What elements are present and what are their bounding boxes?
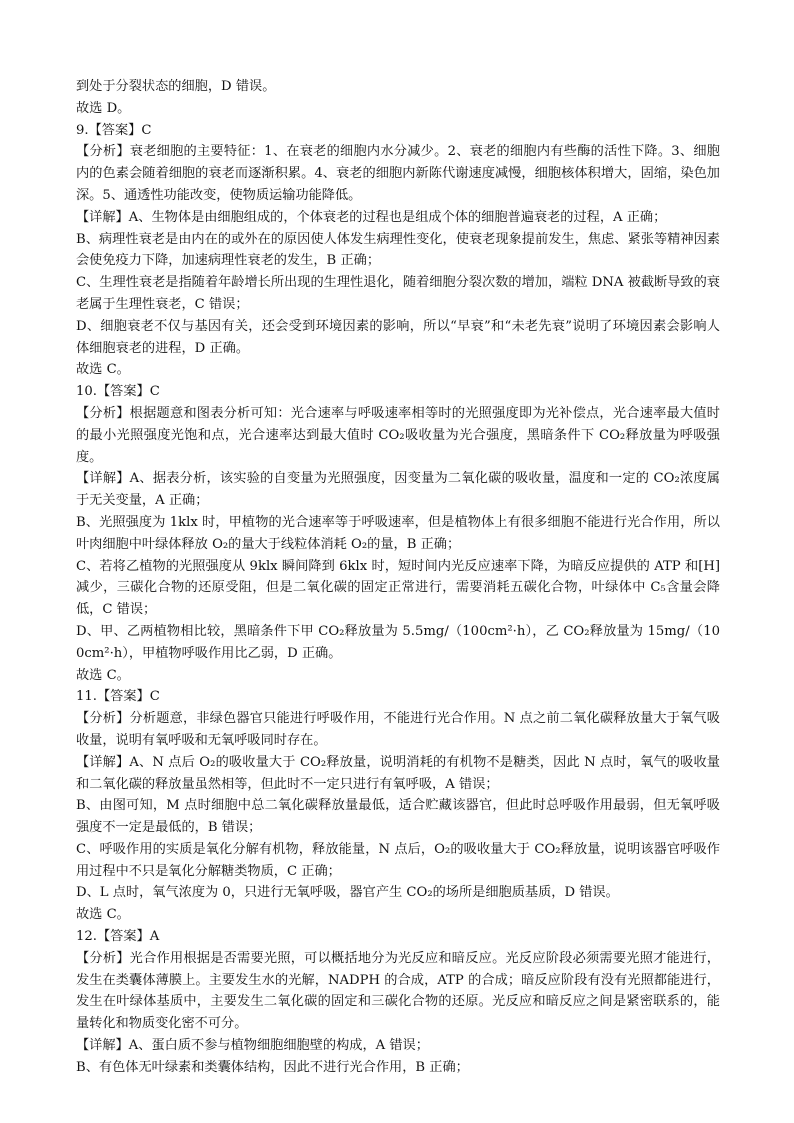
explanation-paragraph: C、生理性衰老是指随着年龄增长所出现的生理性退化，随着细胞分裂次数的增加，端粒 DNA 被截断导致的衰老属于生理性衰老，C 错误； [76,275,720,312]
explanation-paragraph: D、甲、乙两植物相比较，黑暗条件下甲 CO₂释放量为 5.5mg/（100cm²·h），乙 CO₂释放量为 15mg/（100cm²·h），甲植物呼吸作用比乙弱，D 正确。 [76,623,720,661]
explanation-paragraph: B、光照强度为 1klx 时，甲植物的光合速率等于呼吸速率，但是植物体上有很多细胞不能进行光合作用，所以叶肉细胞中叶绿体释放 O₂的量大于线粒体消耗 O₂的量，B 正确； [76,514,720,552]
explanation-paragraph: B、病理性衰老是由内在的或外在的原因使人体发生病理性变化，使衰老现象提前发生，焦虑、紧张等精神因素会使免疫力下降，加速病理性衰老的发生，B 正确； [76,231,720,269]
analysis-paragraph: 【分析】衰老细胞的主要特征：1、在衰老的细胞内水分减少。2、衰老的细胞内有些酶的活性下降。3、细胞内的色素会随着细胞的衰老而逐渐积累。4、衰老的细胞内新陈代谢速度减慢，细胞核体积增大，固缩，染色加深。5、通透性功能改变，使物质运输功能降低。 [76,144,720,203]
explanation-paragraph: B、有色体无叶绿素和类囊体结构，因此不进行光合作用，B 正确； [76,1059,469,1075]
explanation-paragraph: 【详解】A、生物体是由细胞组成的，个体衰老的过程也是组成个体的细胞普遍衰老的过程，A 正确； [76,209,667,225]
answer-heading-9: 9.【答案】C [76,122,152,138]
analysis-paragraph: 【分析】根据题意和图表分析可知：光合速率与呼吸速率相等时的光照强度即为光补偿点，光合速率最大值时的最小光照强度光饱和点，光合速率达到最大值时 CO₂吸收量为光合强度，黑暗条件下 CO₂释放量为呼吸强度。 [76,405,720,465]
explanation-paragraph: D、细胞衰老不仅与基因有关，还会受到环境因素的影响，所以“早衰”和“未老先衰”说明了环境因素会影响人体细胞衰老的进程，D 正确。 [76,318,720,356]
explanation-paragraph: B、由图可知，M 点时细胞中总二氧化碳释放量最低，适合贮藏该器官，但此时总呼吸作用最弱，但无氧呼吸强度不一定是最低的，B 错误； [76,798,720,836]
analysis-paragraph: 【分析】光合作用根据是否需要光照，可以概括地分为光反应和暗反应。光反应阶段必须需要光照才能进行，发生在类囊体薄膜上。主要发生水的光解，NADPH 的合成，ATP 的合成；暗反应阶段有没有光照都能进行，发生在叶绿体基质中，主要发生二氧化碳的固定和三碳化合物的还原。光反应和暗反应之间是紧密联系的，能量转化和物质变化密不可分。 [76,950,720,1032]
paragraph: 故选 C。 [76,667,130,683]
paragraph: 故选 D。 [76,100,131,116]
paragraph: 故选 C。 [76,362,130,378]
paragraph: 故选 C。 [76,907,130,923]
answer-heading-11: 11.【答案】C [76,689,160,705]
explanation-paragraph: D、L 点时，氧气浓度为 0，只进行无氧呼吸，器官产生 CO₂的场所是细胞质基质，D 错误。 [76,885,619,901]
explanation-paragraph: 【详解】A、N 点后 O₂的吸收量大于 CO₂释放量，说明消耗的有机物不是糖类，因此 N 点时，氧气的吸收量和二氧化碳的释放量虽然相等，但此时不一定只进行有氧呼吸，A 错误； [76,754,720,792]
analysis-paragraph: 【分析】分析题意，非绿色器官只能进行呼吸作用，不能进行光合作用。N 点之前二氧化碳释放量大于氧气吸收量，说明有氧呼吸和无氧呼吸同时存在。 [76,711,720,748]
answer-heading-10: 10.【答案】C [76,384,160,400]
explanation-paragraph: C、呼吸作用的实质是氧化分解有机物，释放能量，N 点后，O₂的吸收量大于 CO₂释放量，说明该器官呼吸作用过程中不只是氧化分解糖类物质，C 正确； [76,841,720,879]
explanation-paragraph: 【详解】A、蛋白质不参与植物细胞细胞壁的构成，A 错误； [76,1038,429,1054]
answer-heading-12: 12.【答案】A [76,929,160,945]
explanation-paragraph: C、若将乙植物的光照强度从 9klx 瞬间降到 6klx 时，短时间内光反应速率下降，为暗反应提供的 ATP 和[H]减少，三碳化合物的还原受阻，但是二氧化碳的固定正常进行，需要消耗五碳化合物，叶绿体中 C₅含量会降低，C 错误； [76,558,720,618]
paragraph: 到处于分裂状态的细胞，D 错误。 [76,79,276,94]
explanation-paragraph: 【详解】A、据表分析，该实验的自变量为光照强度，因变量为二氧化碳的吸收量，温度和一定的 CO₂浓度属于无关变量，A 正确； [76,471,720,509]
